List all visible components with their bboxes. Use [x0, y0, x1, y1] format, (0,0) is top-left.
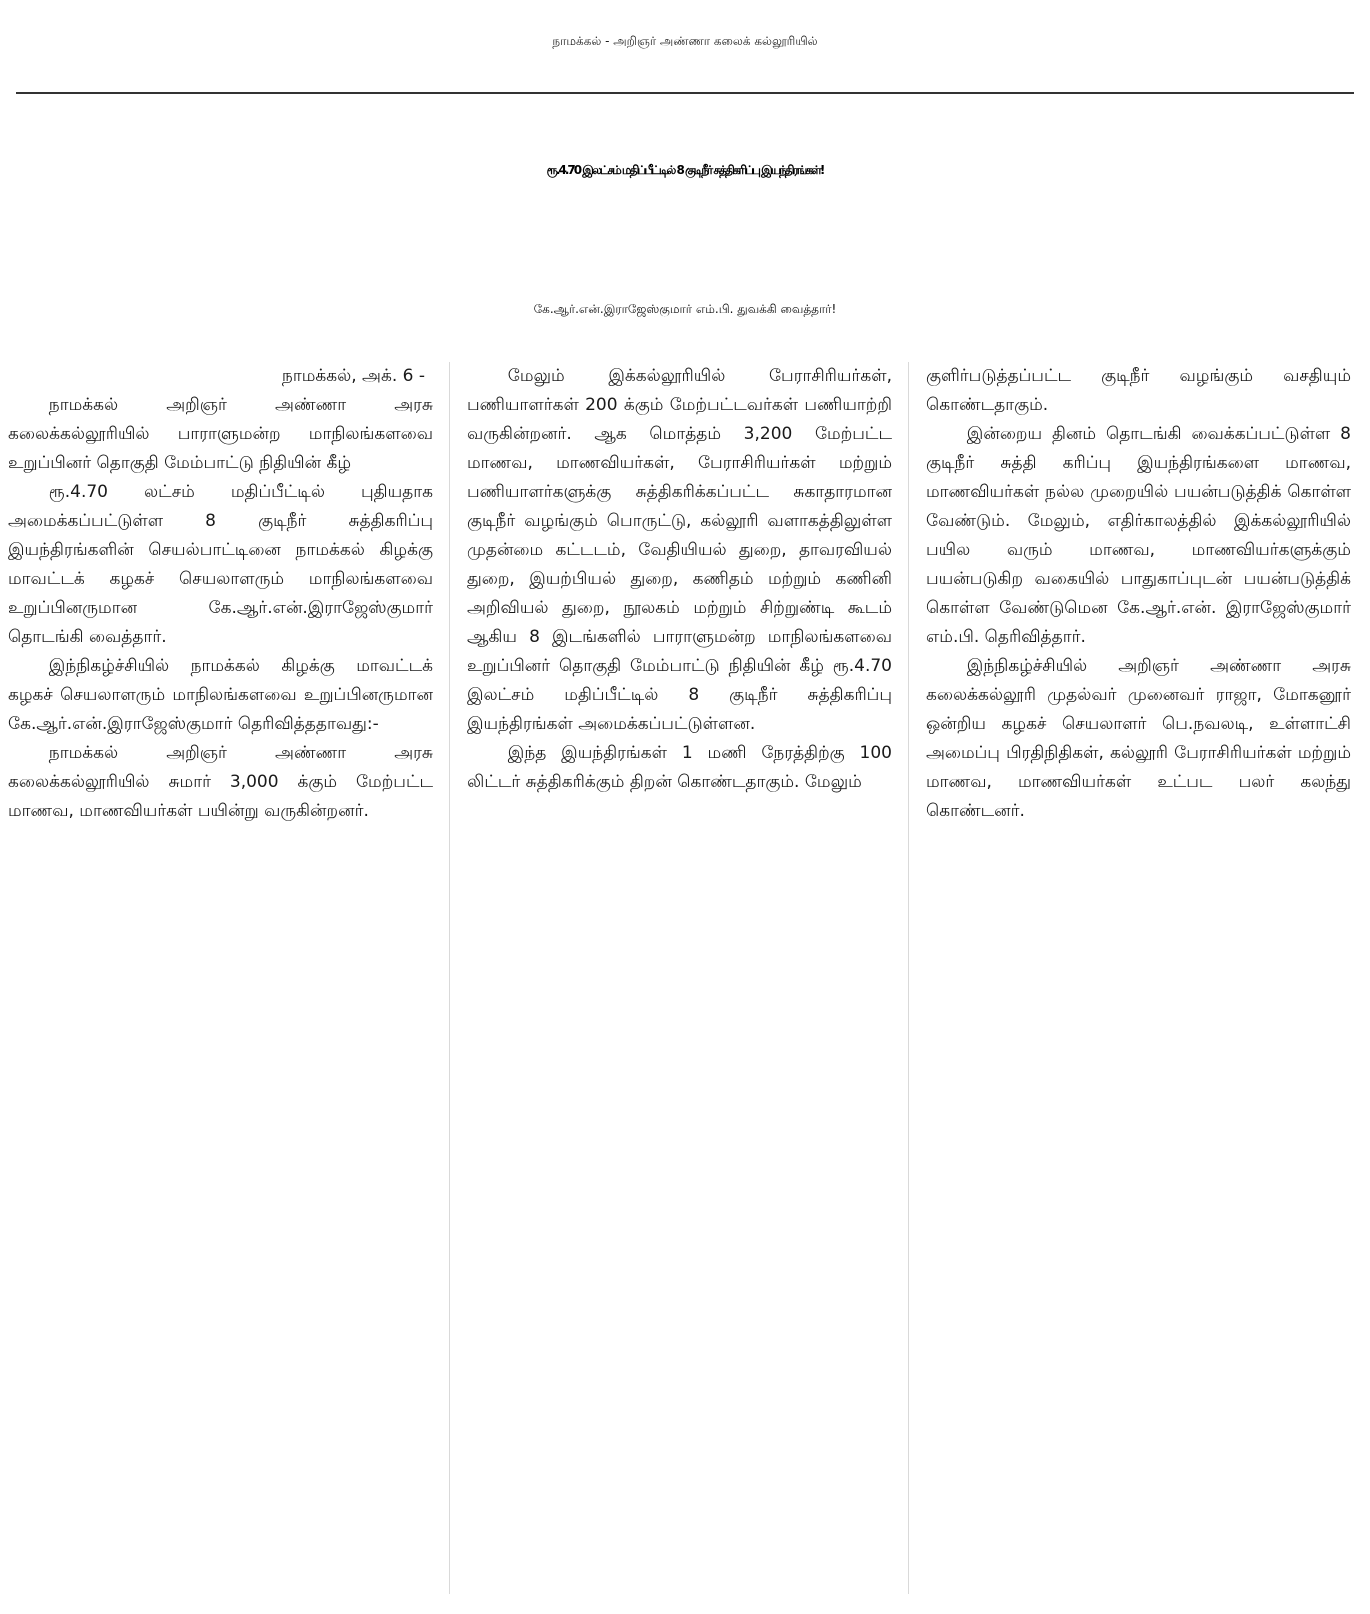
article-column-1	[8, 362, 433, 1594]
headline: ரூ.4.70 இலட்சம் மதிப்பீட்டில் 8 குடிநீர் சுத்திகரிப்பு இயந்திரங்கள்!	[546, 163, 824, 177]
paragraph: மேலும் இக்கல்லூரியில் பேராசிரியர்கள், பணியாளர்கள் 200 க்கும் மேற்பட்டவர்கள் பணியாற்றி வருகின்றனர். ஆக மொத்தம் 3,200 மேற்பட்ட மாணவ, மாணவியர்கள், பேராசிரியர்கள் மற்றும் பணியாளர்களுக்கு சுத்திகரிக்கப்பட்ட சுகாதாரமான குடிநீர் வழங்கும் பொருட்டு, கல்லூரி வளாகத்திலுள்ள முதன்மை கட்டடம், வேதியியல் துறை, தாவரவியல் துறை, இயற்பியல் துறை, கணிதம் மற்றும் கணினி அறிவியல் துறை, நூலகம் மற்றும் சிற்றுண்டி கூடம் ஆகிய 8 இடங்களில் பாராளுமன்ற மாநிலங்களவை உறுப்பினர் தொகுதி மேம்பாட்டு நிதியின் கீழ் ரூ.4.70 இலட்சம் மதிப்பீட்டில் 8 குடிநீர் சுத்திகரிப்பு இயந்திரங்கள் அமைக்கப்பட்டுள்ளன.	[467, 366, 892, 734]
dateline: நாமக்கல், அக். 6 -	[281, 366, 425, 386]
subheadline: கே.ஆர்.என்.இராஜேஸ்குமார் எம்.பி. துவக்கி வைத்தார்!	[533, 302, 837, 316]
kicker-rule	[16, 92, 1354, 94]
paragraph: இந்நிகழ்ச்சியில் அறிஞர் அண்ணா அரசு கலைக்கல்லூரி முதல்வர் முனைவர் ராஜா, மோகனூர் ஒன்றிய கழகச் செயலாளர் பெ.நவலடி, உள்ளாட்சி அமைப்பு பிரதிநிதிகள், கல்லூரி பேராசிரியர்கள் மற்றும் மாணவ, மாணவியர்கள் உட்பட பலர் கலந்து கொண்டனர்.	[926, 656, 1351, 821]
column-divider	[908, 362, 909, 1594]
paragraph: இன்றைய தினம் தொடங்கி வைக்கப்பட்டுள்ள 8 குடிநீர் சுத்தி கரிப்பு இயந்திரங்களை மாணவ, மாணவியர்கள் நல்ல முறையில் பயன்படுத்திக் கொள்ள வேண்டும். மேலும், எதிர்காலத்தில் இக்கல்லூரியில் பயில வரும் மாணவ, மாணவியர்களுக்கும் பயன்படுகிற வகையில் பாதுகாப்புடன் பயன்படுத்திக் கொள்ள வேண்டுமென கே.ஆர்.என். இராஜேஸ்குமார் எம்.பி. தெரிவித்தார்.	[926, 424, 1351, 647]
article-column-3	[926, 362, 1351, 1594]
paragraph: நாமக்கல் அறிஞர் அண்ணா அரசு கலைக்கல்லூரியில் சுமார் 3,000 க்கும் மேற்பட்ட மாணவ, மாணவியர்கள் பயின்று வருகின்றனர்.	[8, 743, 433, 821]
column-divider	[449, 362, 450, 1594]
article-column-2	[467, 362, 892, 1594]
paragraph: இந்நிகழ்ச்சியில் நாமக்கல் கிழக்கு மாவட்டக் கழகச் செயலாளரும் மாநிலங்களவை உறுப்பினருமான கே.ஆர்.என்.இராஜேஸ்குமார் தெரிவித்ததாவது:-	[8, 656, 433, 734]
paragraph: குளிர்படுத்தப்பட்ட குடிநீர் வழங்கும் வசதியும் கொண்டதாகும்.	[926, 366, 1351, 415]
kicker-line: நாமக்கல் - அறிஞர் அண்ணா கலைக் கல்லூரியில்	[552, 34, 818, 48]
paragraph: ரூ.4.70 லட்சம் மதிப்பீட்டில் புதியதாக அமைக்கப்பட்டுள்ள 8 குடிநீர் சுத்திகரிப்பு இயந்திரங்களின் செயல்பாட்டினை நாமக்கல் கிழக்கு மாவட்டக் கழகச் செயலாளரும் மாநிலங்களவை உறுப்பினருமான கே.ஆர்.என்.இராஜேஸ்குமார் தொடங்கி வைத்தார்.	[8, 482, 433, 647]
paragraph: நாமக்கல் அறிஞர் அண்ணா அரசு கலைக்கல்லூரியில் பாராளுமன்ற மாநிலங்களவை உறுப்பினர் தொகுதி மேம்பாட்டு நிதியின் கீழ்	[8, 395, 433, 473]
paragraph: இந்த இயந்திரங்கள் 1 மணி நேரத்திற்கு 100 லிட்டர் சுத்திகரிக்கும் திறன் கொண்டதாகும். மேலும்	[467, 743, 892, 792]
